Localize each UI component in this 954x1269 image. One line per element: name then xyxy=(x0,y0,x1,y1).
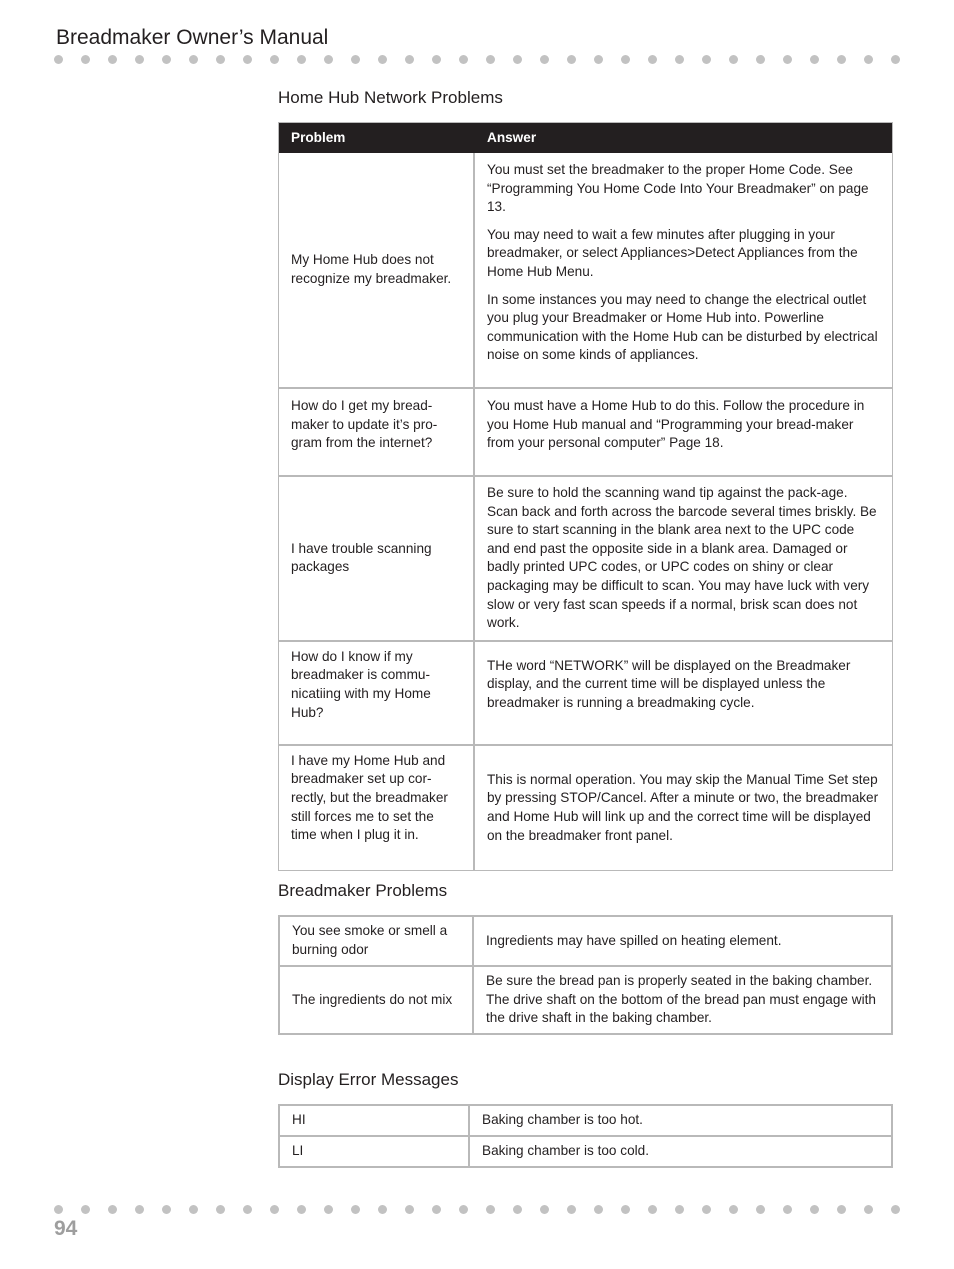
divider-dot xyxy=(351,1205,360,1214)
header-dot-divider xyxy=(54,55,900,65)
divider-dot xyxy=(513,55,522,64)
divider-dot xyxy=(648,1205,657,1214)
problem-cell: The ingredients do not mix xyxy=(280,967,474,1033)
divider-dot xyxy=(864,55,873,64)
divider-dot xyxy=(891,55,900,64)
divider-dot xyxy=(162,55,171,64)
problem-cell: How do I know if my breadmaker is commu-nicatiing with my Home Hub? xyxy=(279,642,475,746)
answer-cell xyxy=(475,153,892,389)
divider-dot xyxy=(108,1205,117,1214)
answer-cell: THe word “NETWORK” will be displayed on the Breadmaker display, and the current time will be displayed unless the breadmaker is running a breadmaking cycle. xyxy=(475,642,892,746)
divider-dot xyxy=(54,1205,63,1214)
error-code-cell: HI xyxy=(280,1106,470,1137)
answer-cell: This is normal operation. You may skip the Manual Time Set step by pressing STOP/Cancel. After a minute or two, the breadmaker and Home Hub will link up and the correct time will be displayed on the breadmaker front panel. xyxy=(487,771,879,843)
breadmaker-problems-table xyxy=(278,915,893,1035)
table-header-row xyxy=(279,123,892,153)
divider-dot xyxy=(783,55,792,64)
table-row xyxy=(280,1137,891,1166)
table-row xyxy=(279,477,892,642)
divider-dot xyxy=(513,1205,522,1214)
table-row xyxy=(279,389,892,477)
divider-dot xyxy=(648,55,657,64)
divider-dot xyxy=(135,55,144,64)
answer-cell: You must have a Home Hub to do this. Follow the procedure in you Home Hub manual and “Programming your bread-maker from your personal computer” Page 18. xyxy=(475,389,892,477)
divider-dot xyxy=(378,55,387,64)
divider-dot xyxy=(486,55,495,64)
divider-dot xyxy=(486,1205,495,1214)
divider-dot xyxy=(189,1205,198,1214)
divider-dot xyxy=(270,55,279,64)
table-row xyxy=(279,153,892,389)
page-number: 94 xyxy=(54,1217,78,1240)
divider-dot xyxy=(540,55,549,64)
table-row xyxy=(279,746,892,870)
divider-dot xyxy=(297,1205,306,1214)
divider-dot xyxy=(783,1205,792,1214)
divider-dot xyxy=(405,55,414,64)
divider-dot xyxy=(243,55,252,64)
divider-dot xyxy=(756,1205,765,1214)
divider-dot xyxy=(837,1205,846,1214)
divider-dot xyxy=(81,1205,90,1214)
divider-dot xyxy=(567,1205,576,1214)
divider-dot xyxy=(54,55,63,64)
error-message-cell: Baking chamber is too cold. xyxy=(482,1143,649,1159)
answer-paragraph: You must set the breadmaker to the proper Home Code. See “Programming You Home Code Into Your Breadmaker” on page 13. xyxy=(487,162,869,215)
divider-dot xyxy=(189,55,198,64)
problem-cell: I have trouble scanning packages xyxy=(279,477,475,642)
divider-dot xyxy=(216,1205,225,1214)
divider-dot xyxy=(81,55,90,64)
problem-cell: How do I get my bread-maker to update it’s pro-gram from the internet? xyxy=(279,389,475,477)
divider-dot xyxy=(864,1205,873,1214)
divider-dot xyxy=(729,1205,738,1214)
section-heading-breadmaker: Breadmaker Problems xyxy=(278,881,448,900)
divider-dot xyxy=(243,1205,252,1214)
network-problems-table xyxy=(278,122,893,871)
divider-dot xyxy=(432,1205,441,1214)
table-row xyxy=(280,967,891,1033)
table-row xyxy=(280,1106,891,1137)
divider-dot xyxy=(702,55,711,64)
divider-dot xyxy=(135,1205,144,1214)
answer-cell: Be sure the bread pan is properly seated in the baking chamber. The drive shaft on the bottom of the bread pan must engage with the drive shaft in the baking chamber. xyxy=(486,973,876,1026)
divider-dot xyxy=(297,55,306,64)
answer-cell: Ingredients may have spilled on heating element. xyxy=(474,917,891,967)
divider-dot xyxy=(837,55,846,64)
divider-dot xyxy=(162,1205,171,1214)
divider-dot xyxy=(405,1205,414,1214)
divider-dot xyxy=(270,1205,279,1214)
problem-cell: I have my Home Hub and breadmaker set up cor-rectly, but the breadmaker still forces me to set the time when I plug it in. xyxy=(279,746,475,870)
divider-dot xyxy=(594,55,603,64)
answer-cell: Be sure to hold the scanning wand tip against the pack-age. Scan back and forth across the barcode several times briskly. Be sure to start scanning in the blank area next to the UPC code and end past the opposite side in a blank area. Damaged or badly printed UPC codes, or UPC codes on shiny or clear packaging may be difficult to scan. You may have luck with very slow or very fast scan speeds if a normal, brisk scan does not work. xyxy=(475,477,892,642)
divider-dot xyxy=(432,55,441,64)
divider-dot xyxy=(540,1205,549,1214)
divider-dot xyxy=(378,1205,387,1214)
table-row xyxy=(280,917,891,967)
column-header-problem: Problem xyxy=(279,123,475,153)
answer-paragraph: In some instances you may need to change the electrical outlet you plug your Breadmaker or Home Hub into. Powerline communication with the Home Hub can be disturbed by electrical noise on some kinds of appliances. xyxy=(487,291,878,363)
table-row xyxy=(279,642,892,746)
divider-dot xyxy=(459,1205,468,1214)
divider-dot xyxy=(675,55,684,64)
divider-dot xyxy=(324,55,333,64)
divider-dot xyxy=(459,55,468,64)
divider-dot xyxy=(216,55,225,64)
divider-dot xyxy=(729,55,738,64)
manual-title: Breadmaker Owner’s Manual xyxy=(56,26,329,49)
column-header-answer: Answer xyxy=(475,123,892,153)
problem-cell: My Home Hub does not recognize my breadmaker. xyxy=(279,153,475,389)
divider-dot xyxy=(810,55,819,64)
divider-dot xyxy=(810,1205,819,1214)
error-message-cell: Baking chamber is too hot. xyxy=(470,1106,891,1137)
divider-dot xyxy=(324,1205,333,1214)
divider-dot xyxy=(621,55,630,64)
divider-dot xyxy=(351,55,360,64)
divider-dot xyxy=(594,1205,603,1214)
error-code-cell: LI xyxy=(280,1137,470,1166)
problem-cell: You see smoke or smell a burning odor xyxy=(280,917,474,967)
error-messages-table xyxy=(278,1104,893,1168)
divider-dot xyxy=(108,55,117,64)
footer-dot-divider xyxy=(54,1205,900,1215)
divider-dot xyxy=(621,1205,630,1214)
divider-dot xyxy=(891,1205,900,1214)
section-heading-errors: Display Error Messages xyxy=(278,1070,459,1089)
section-heading-network: Home Hub Network Problems xyxy=(278,88,503,107)
divider-dot xyxy=(567,55,576,64)
answer-paragraph: You may need to wait a few minutes after plugging in your breadmaker, or select Appliances>Detect Appliances from the Home Hub Menu. xyxy=(487,226,858,279)
divider-dot xyxy=(702,1205,711,1214)
divider-dot xyxy=(675,1205,684,1214)
divider-dot xyxy=(756,55,765,64)
